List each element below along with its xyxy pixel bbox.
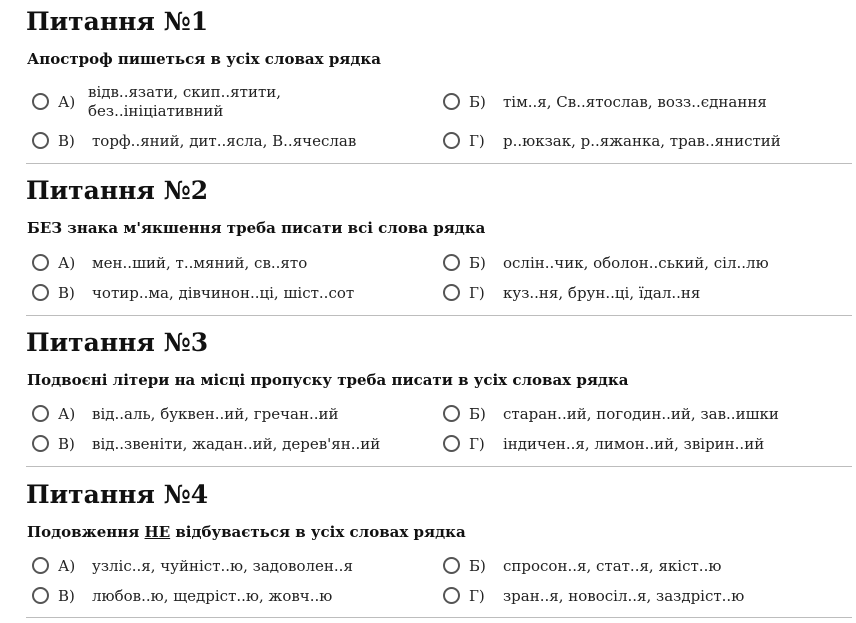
option-text: любов..ю, щедріст..ю, жовч..ю [92, 587, 333, 605]
question-3-text: Подвоєні літери на місці пропуску треба писати в усіх словах рядка [27, 371, 629, 389]
radio-button[interactable] [443, 254, 460, 271]
radio-button[interactable] [443, 93, 460, 110]
option-text: спросон..я, стат..я, якіст..ю [503, 557, 722, 575]
option-letter: Г) [469, 284, 485, 302]
question-4-text-underlined: НЕ [144, 523, 171, 541]
radio-button[interactable] [32, 254, 49, 271]
radio-button[interactable] [443, 435, 460, 452]
question-2-option-v[interactable] [32, 282, 422, 306]
question-1-option-h[interactable] [443, 130, 843, 154]
question-4-option-h[interactable] [443, 585, 843, 609]
option-letter: А) [58, 93, 76, 111]
option-text: куз..ня, брун..ці, їдал..ня [503, 284, 701, 302]
question-2-option-a[interactable] [32, 252, 422, 276]
question-1-title: Питання №1 [26, 7, 209, 36]
question-1-option-a[interactable] [32, 83, 422, 120]
option-text: мен..ший, т..мяний, св..ято [92, 254, 308, 272]
radio-button[interactable] [443, 284, 460, 301]
option-letter: Г) [469, 132, 485, 150]
divider [26, 163, 852, 164]
question-3-option-a[interactable] [32, 403, 422, 427]
question-4-option-v[interactable] [32, 585, 422, 609]
option-letter: Г) [469, 435, 485, 453]
question-3-option-b[interactable] [443, 403, 843, 427]
radio-button[interactable] [32, 405, 49, 422]
option-letter: А) [58, 254, 76, 272]
question-4-option-b[interactable] [443, 555, 843, 579]
divider [26, 466, 852, 467]
radio-button[interactable] [443, 587, 460, 604]
option-text: тім..я, Св..ятослав, возз..єднання [503, 93, 767, 111]
option-letter: Б) [469, 405, 486, 423]
question-2-text: БЕЗ знака м'якшення треба писати всі слова рядка [27, 219, 486, 237]
radio-button[interactable] [443, 405, 460, 422]
question-4-option-a[interactable] [32, 555, 422, 579]
option-text [88, 83, 388, 121]
radio-button[interactable] [32, 435, 49, 452]
option-text: чотир..ма, дівчинон..ці, шіст..сот [92, 284, 355, 302]
option-letter: В) [58, 132, 75, 150]
option-text: від..звеніти, жадан..ий, дерев'ян..ий [92, 435, 381, 453]
radio-button[interactable] [32, 93, 49, 110]
question-3-title: Питання №3 [26, 328, 209, 357]
option-letter: Б) [469, 557, 486, 575]
question-4-title: Питання №4 [26, 480, 209, 509]
question-3-option-v[interactable] [32, 433, 422, 457]
option-text: зран..я, новосіл..я, заздріст..ю [503, 587, 745, 605]
question-1-text: Апостроф пишеться в усіх словах рядка [27, 50, 381, 68]
option-letter: В) [58, 587, 75, 605]
radio-button[interactable] [32, 557, 49, 574]
question-1-option-b[interactable] [443, 91, 843, 115]
option-text: р..юкзак, р..яжанка, трав..янистий [503, 132, 781, 150]
option-letter: А) [58, 405, 76, 423]
question-2-option-b[interactable] [443, 252, 843, 276]
question-4-text [27, 523, 466, 541]
option-letter: А) [58, 557, 76, 575]
option-text: узліс..я, чуйніст..ю, задоволен..я [92, 557, 353, 575]
option-text: від..аль, буквен..ий, гречан..ий [92, 405, 339, 423]
question-4-text-before: Подовження [27, 523, 145, 541]
option-text: індичен..я, лимон..ий, звірин..ий [503, 435, 765, 453]
option-letter: В) [58, 435, 75, 453]
option-letter: Г) [469, 587, 485, 605]
divider [26, 617, 852, 618]
question-2-title: Питання №2 [26, 176, 209, 205]
option-letter: В) [58, 284, 75, 302]
radio-button[interactable] [32, 587, 49, 604]
question-2-option-h[interactable] [443, 282, 843, 306]
question-1-option-v[interactable] [32, 130, 422, 154]
radio-button[interactable] [443, 132, 460, 149]
option-text: старан..ий, погодин..ий, зав..ишки [503, 405, 779, 423]
option-text-line-1: відв..язати, скип..ятити, [88, 83, 282, 101]
radio-button[interactable] [32, 284, 49, 301]
option-letter: Б) [469, 254, 486, 272]
question-4-text-after: відбувається в усіх словах рядка [170, 523, 466, 541]
divider [26, 315, 852, 316]
option-text: торф..яний, дит..ясла, В..ячеслав [92, 132, 357, 150]
radio-button[interactable] [32, 132, 49, 149]
option-text-line-2: без..ініціативний [88, 102, 224, 120]
radio-button[interactable] [443, 557, 460, 574]
question-3-option-h[interactable] [443, 433, 843, 457]
option-letter: Б) [469, 93, 486, 111]
option-text: ослін..чик, оболон..ський, сіл..лю [503, 254, 769, 272]
